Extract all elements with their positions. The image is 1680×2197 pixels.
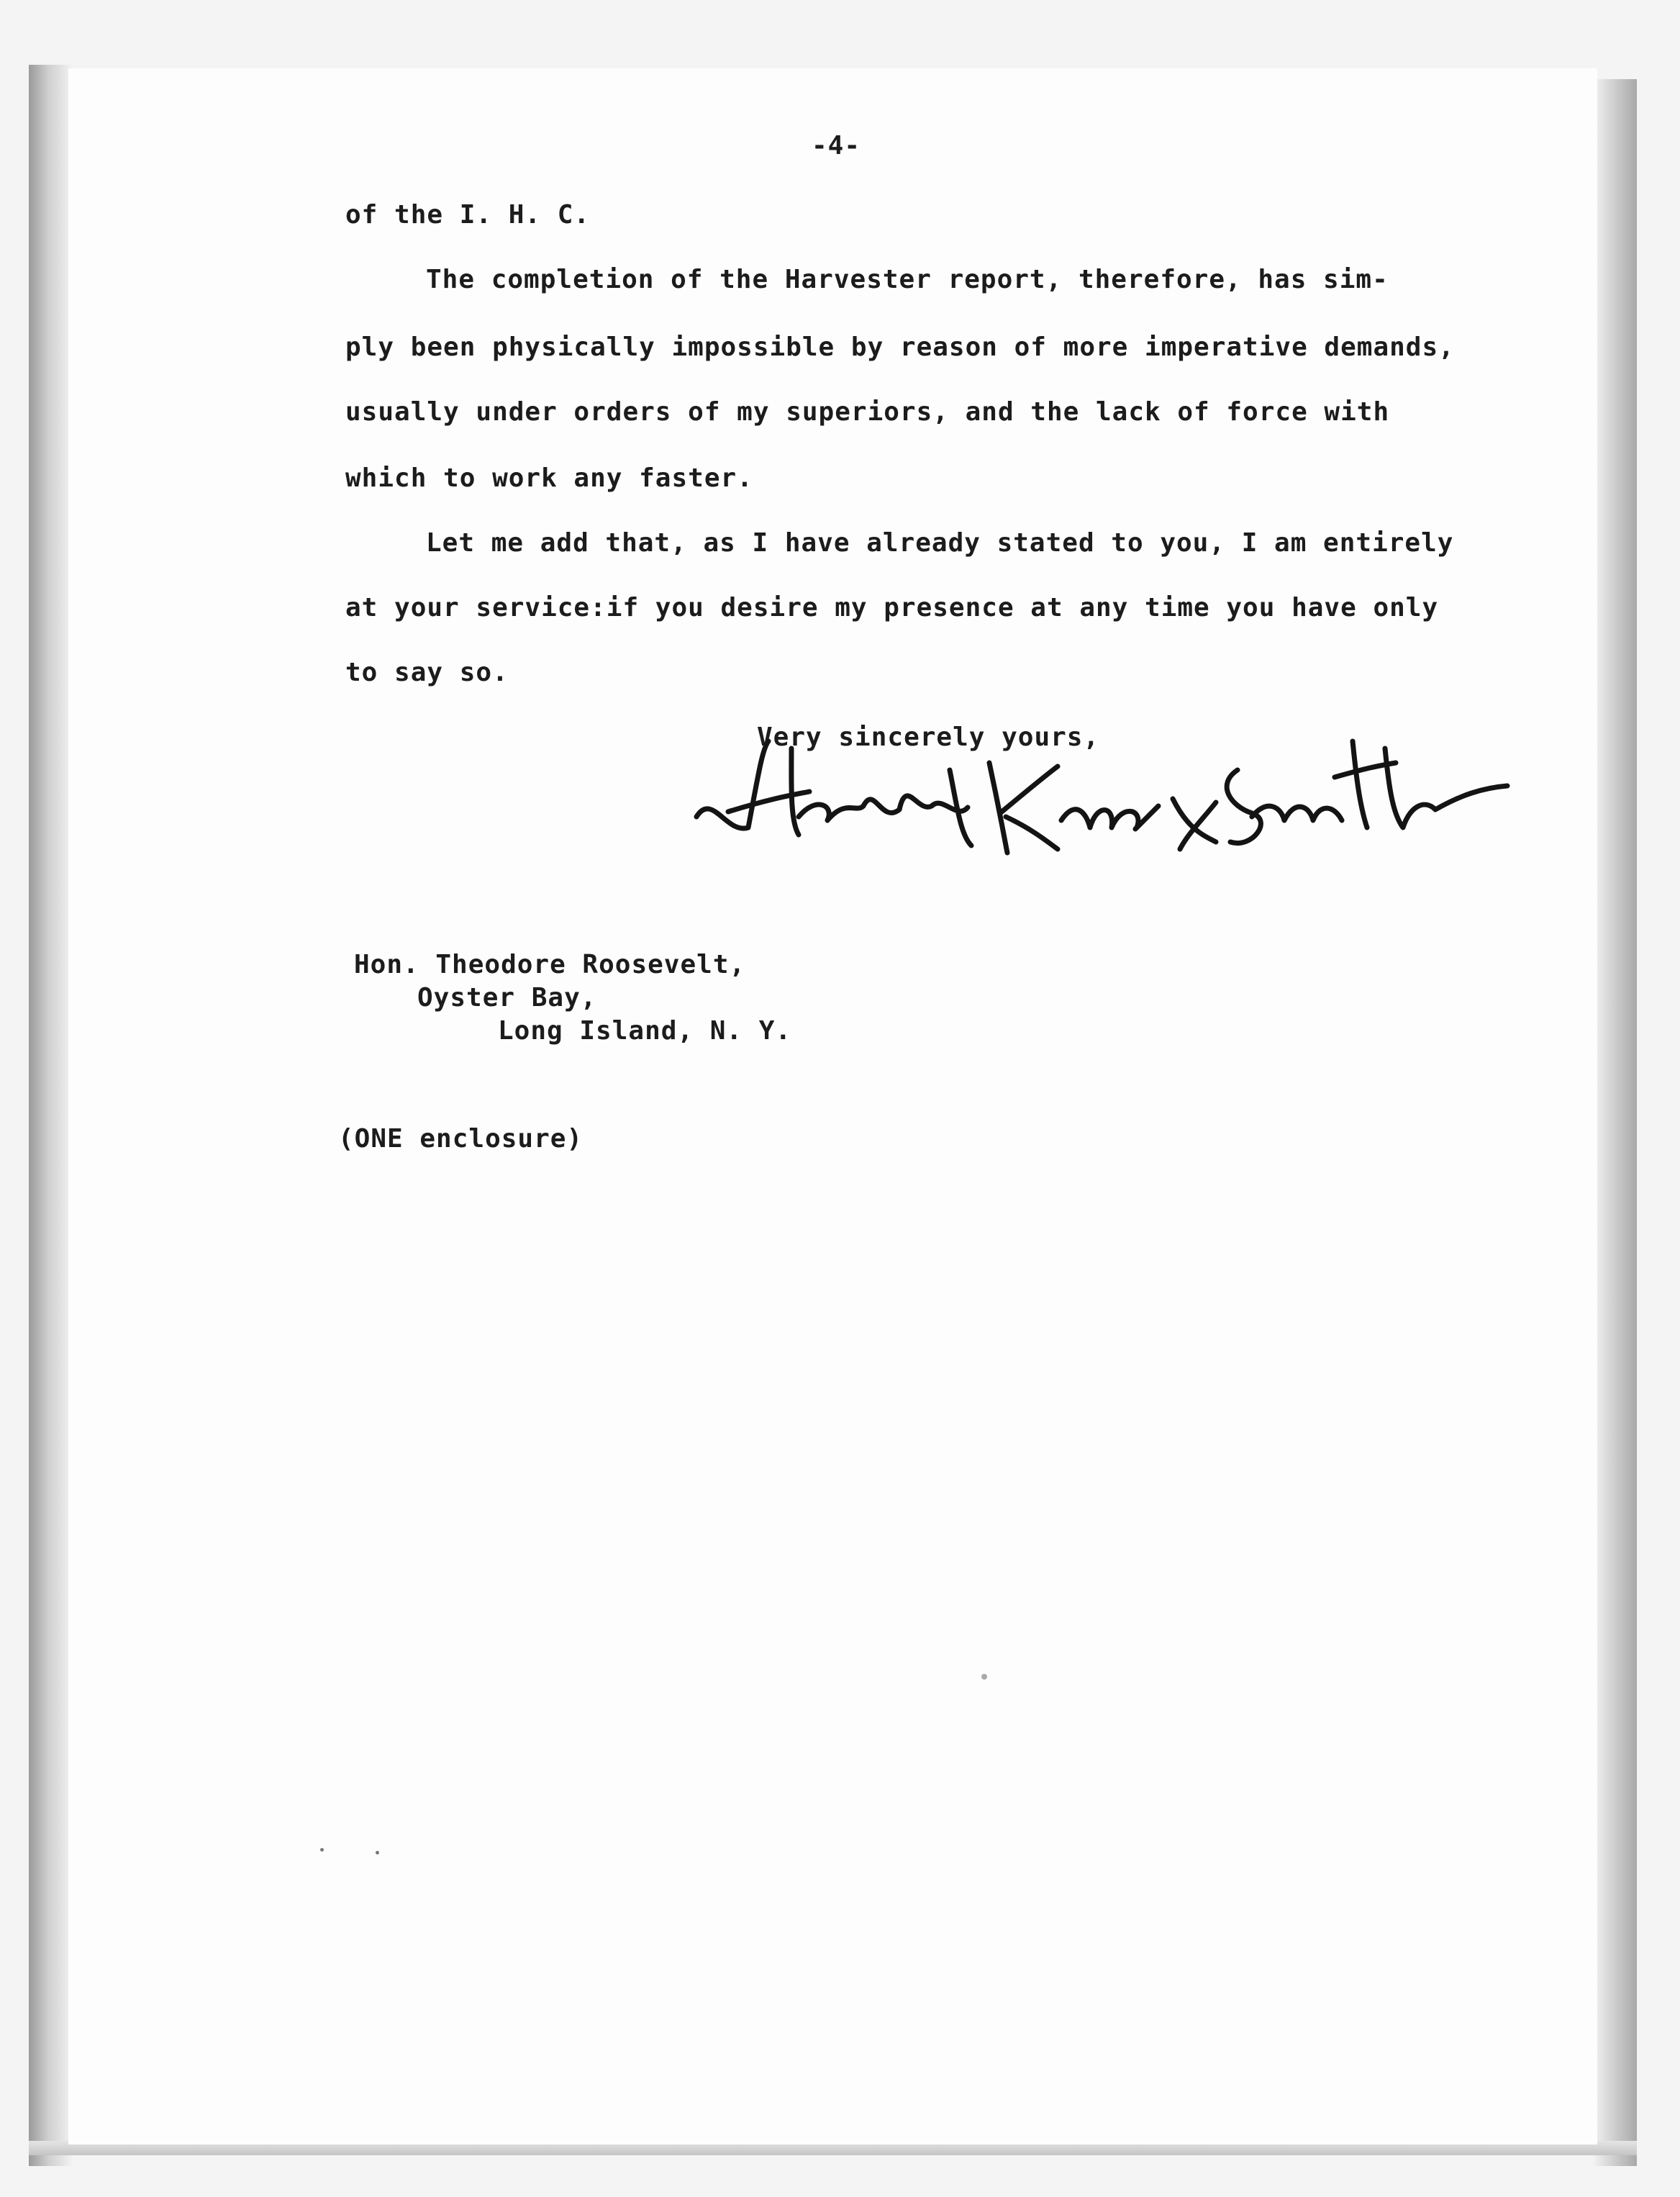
scan-speck [320,1848,324,1852]
paragraph-2-line-2: ply been physically impossible by reason of more imperative demands, [345,332,1455,362]
address-line-1: Hon. Theodore Roosevelt, [354,950,746,979]
closing: Very sincerely yours, [757,722,1100,752]
paragraph-3-line-1: Let me add that, as I have already stated to you, I am entirely [426,528,1454,558]
paragraph-2-line-3: usually under orders of my superiors, and the lack of force with [345,397,1390,427]
paragraph-2-line-4: which to work any faster. [345,463,753,493]
signature [684,727,1511,864]
signature-stroke-erbert [799,770,971,846]
address-line-2: Oyster Bay, [417,983,597,1013]
page-number: -4- [812,131,861,160]
paragraph-3-line-2: at your service:if you desire my presence at any time you have only [345,593,1439,622]
scan-edge-left [29,65,72,2166]
signature-stroke-nox [1061,799,1216,849]
letter-page [68,68,1597,2144]
scan-edge-right [1594,79,1637,2166]
paragraph-3-line-3: to say so. [345,658,509,687]
signature-stroke-smith [1227,741,1507,843]
address-line-3: Long Island, N. Y. [498,1016,792,1046]
signature-stroke-k [989,763,1058,853]
signature-stroke-h [696,741,809,835]
paragraph-1-line-1: of the I. H. C. [345,200,591,230]
scan-speck [981,1674,987,1680]
enclosure-note: (ONE enclosure) [338,1124,584,1154]
scan-speck [376,1851,379,1854]
paragraph-2-line-1: The completion of the Harvester report, therefore, has sim- [426,265,1389,294]
